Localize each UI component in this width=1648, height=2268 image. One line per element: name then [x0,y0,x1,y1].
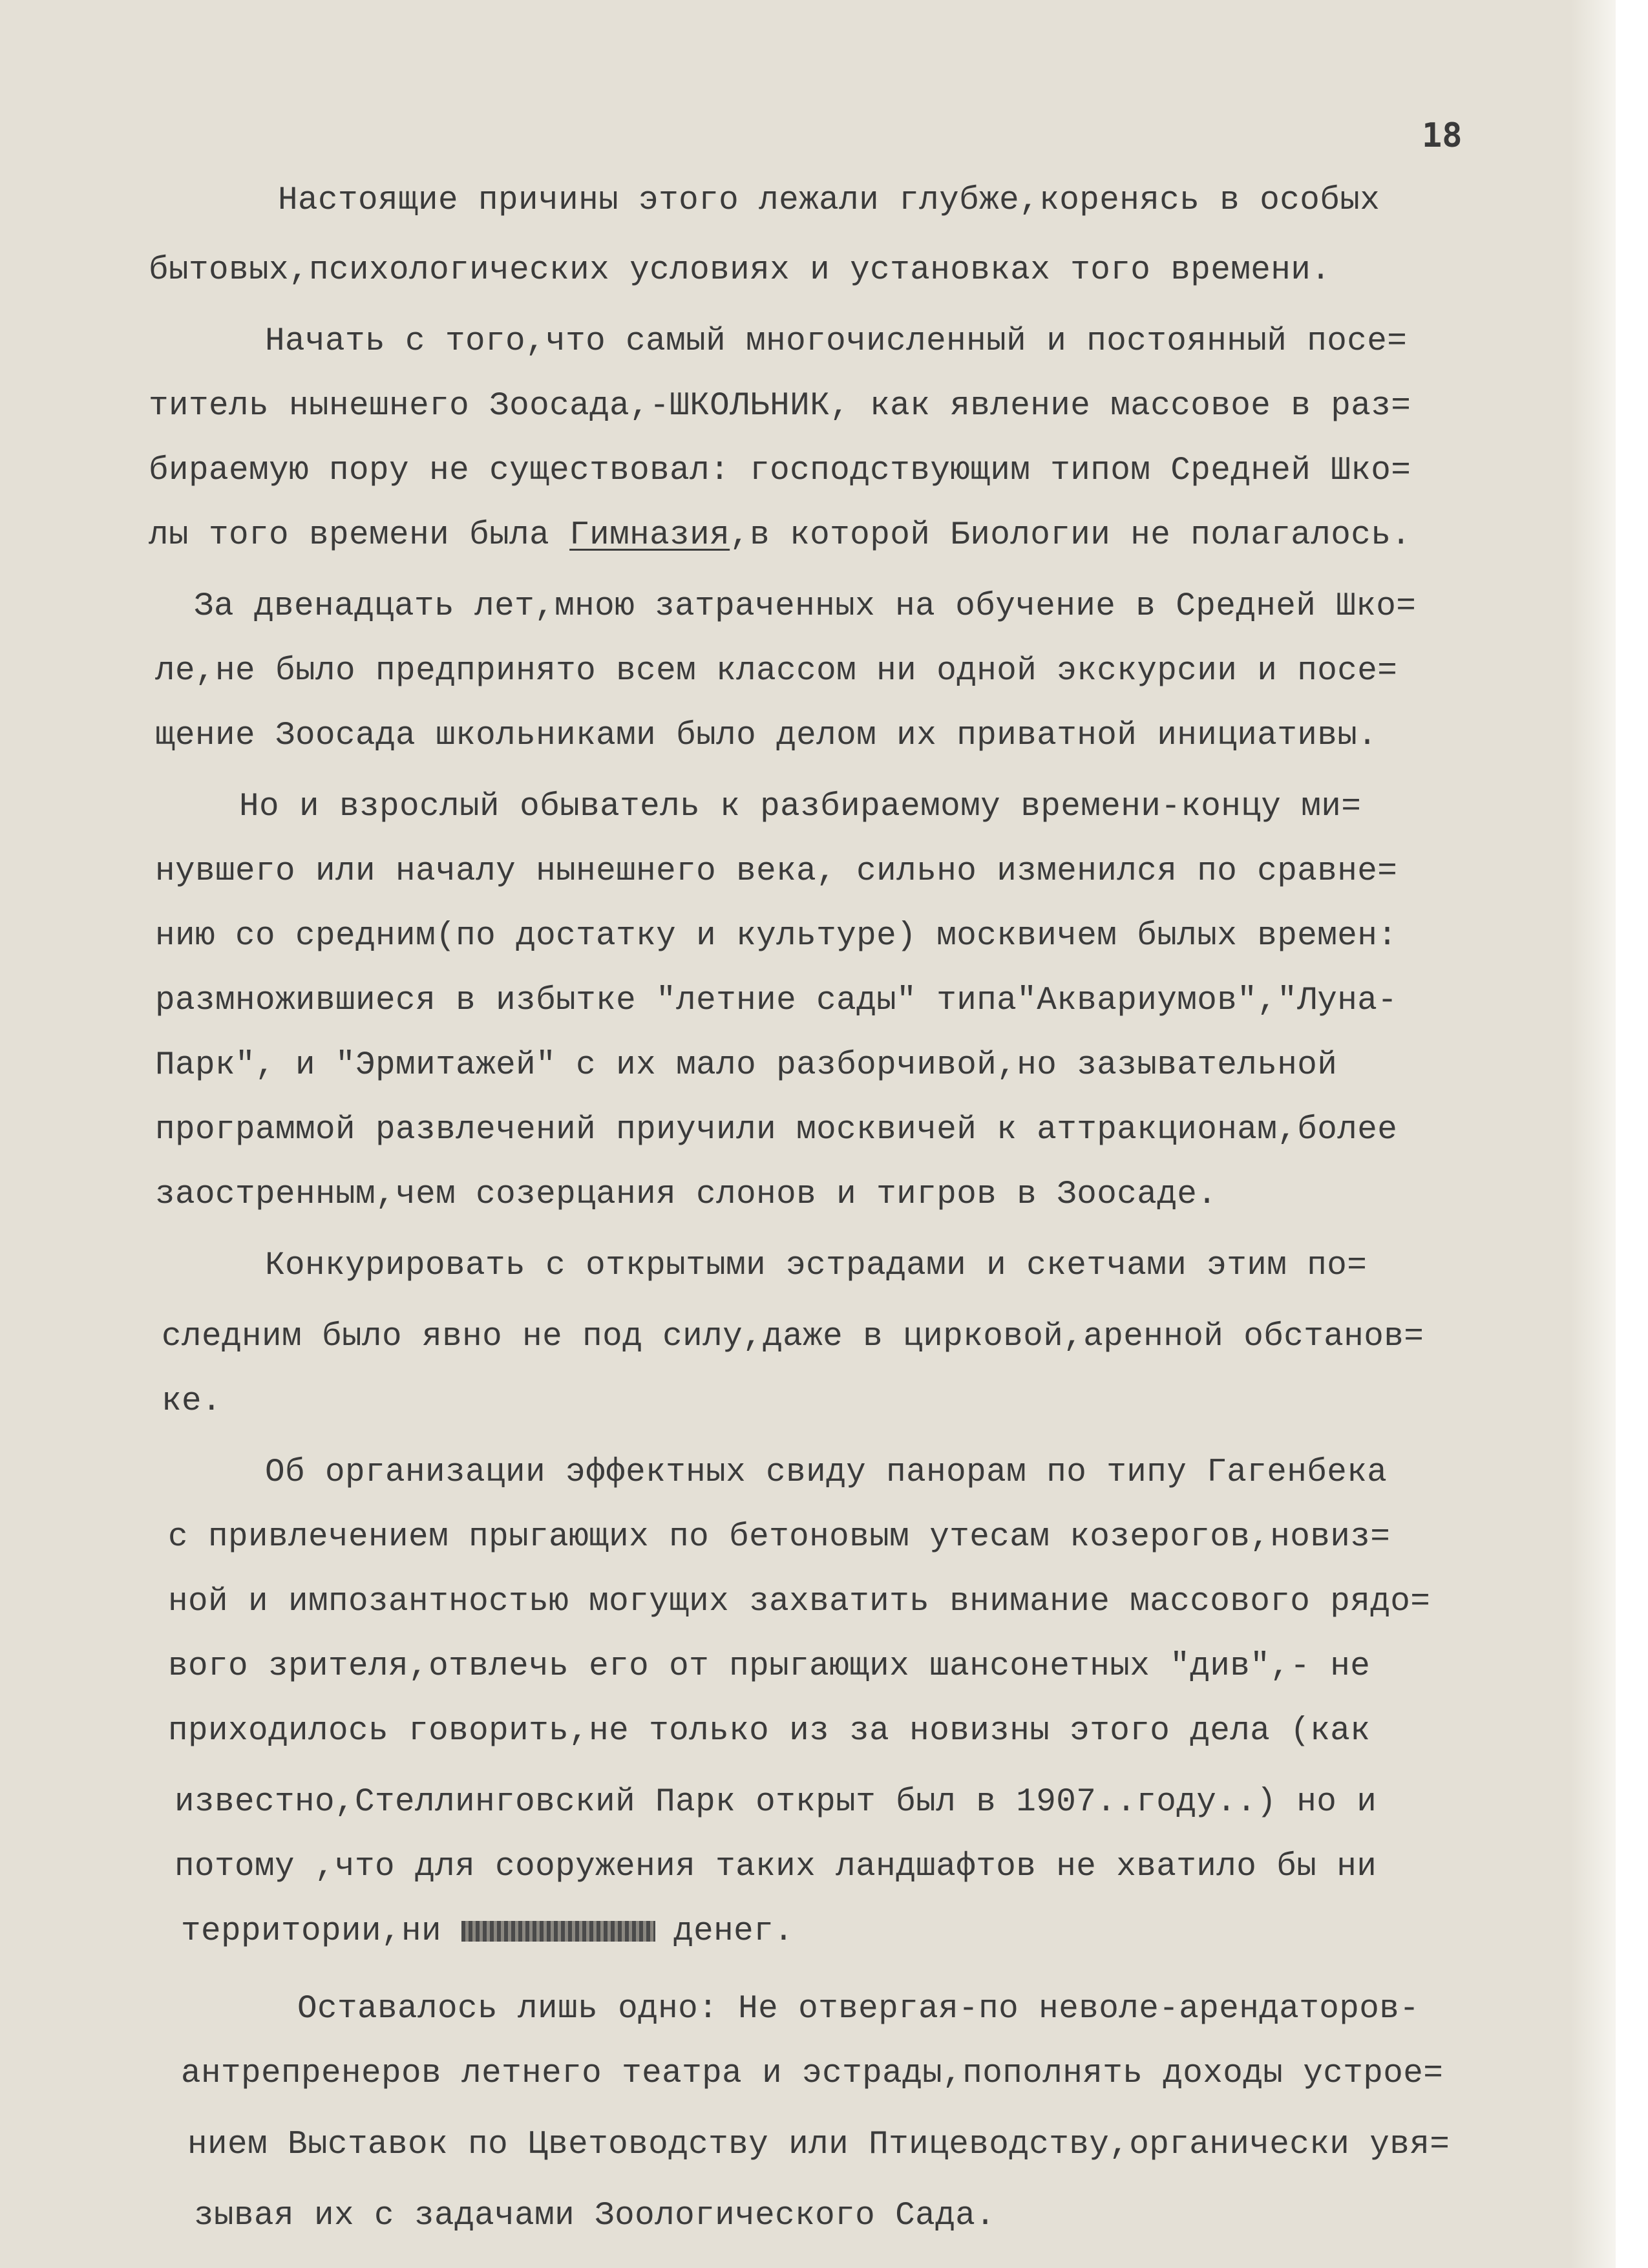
text-line-30: нием Выставок по Цветоводству или Птицеводству,органически увя= [187,2126,1450,2163]
underlined-word: Гимназия [569,517,730,554]
right-margin [1616,0,1648,2268]
text-line-12: нию со средним(по достатку и культуре) москвичем былых времен: [155,918,1398,955]
text-line-27-start: территории,ни [181,1913,462,1950]
text-line-17: Конкурировать с открытыми эстрадами и скетчами этим по= [265,1247,1368,1284]
text-line-3: Начать с того,что самый многочисленный и постоянный посе= [265,323,1408,360]
text-line-4: титель нынешнего Зоосада,-ШКОЛЬНИК, как явление массовое в раз= [149,388,1411,425]
text-line-13: размножившиеся в избытке "летние сады" типа"Аквариумов","Луна- [155,982,1398,1019]
struck-out-word [461,1921,655,1942]
text-line-21: с привлечением прыгающих по бетоновым утесам козерогов,новиз= [168,1519,1391,1556]
text-line-22: ной и импозантностью могущих захватить внимание массового рядо= [168,1584,1431,1620]
text-line-10: Но и взрослый обыватель к разбираемому времени-концу ми= [239,789,1362,825]
text-line-20: Об организации эффектных свиду панорам по типу Гагенбека [265,1454,1388,1491]
text-line-6 [149,517,1411,554]
text-line-1: Настоящие причины этого лежали глубже,коренясь в особых [278,182,1380,219]
text-line-24: приходилось говорить,не только из за новизны этого дела (как [168,1713,1371,1750]
text-line-8: ле,не было предпринято всем классом ни одной экскурсии и посе= [155,653,1398,690]
text-line-7: За двенадцать лет,мною затраченных на обучение в Средней Шко= [194,588,1417,625]
text-line-9: щение Зоосада школьниками было делом их приватной инициативы. [155,717,1378,754]
text-line-18: следним было явно не под силу,даже в цирковой,аренной обстанов= [162,1319,1424,1355]
text-line-15: программой развлечений приучили москвичей к аттракционам,более [155,1112,1398,1149]
text-line-27-end: денег. [673,1913,794,1950]
text-line-16: заостренным,чем созерцания слонов и тигров в Зоосаде. [155,1176,1218,1213]
text-line-6-end: ,в которой Биологии не полагалось. [730,517,1411,554]
text-line-31: зывая их с задачами Зоологического Сада. [194,2198,996,2234]
text-line-27 [181,1913,794,1950]
text-line-2: бытовых,психологических условиях и установках того времени. [149,252,1331,289]
text-line-23: вого зрителя,отвлечь его от прыгающих шансонетных "див",- не [168,1648,1371,1685]
text-line-19: ке. [162,1383,222,1420]
text-line-5: бираемую пору не существовал: господствующим типом Средней Шко= [149,452,1411,489]
paper-edge [1570,0,1616,2268]
text-line-26: потому ,что для сооружения таких ландшафтов не хватило бы ни [174,1849,1377,1885]
page-number: 18 [1422,116,1463,155]
text-line-29: антрепренеров летнего театра и эстрады,пополнять доходы устрое= [181,2055,1444,2092]
text-line-25: известно,Стеллинговский Парк открыт был в 1907..году..) но и [174,1784,1377,1821]
text-line-6-start: лы того времени была [149,517,570,554]
text-line-14: Парк", и "Эрмитажей" с их мало разборчивой,но зазывательной [155,1047,1338,1084]
text-line-11: нувшего или началу нынешнего века, сильно изменился по сравне= [155,853,1398,890]
text-line-28: Оставалось лишь одно: Не отвергая-по неволе-арендаторов- [297,1991,1420,2028]
